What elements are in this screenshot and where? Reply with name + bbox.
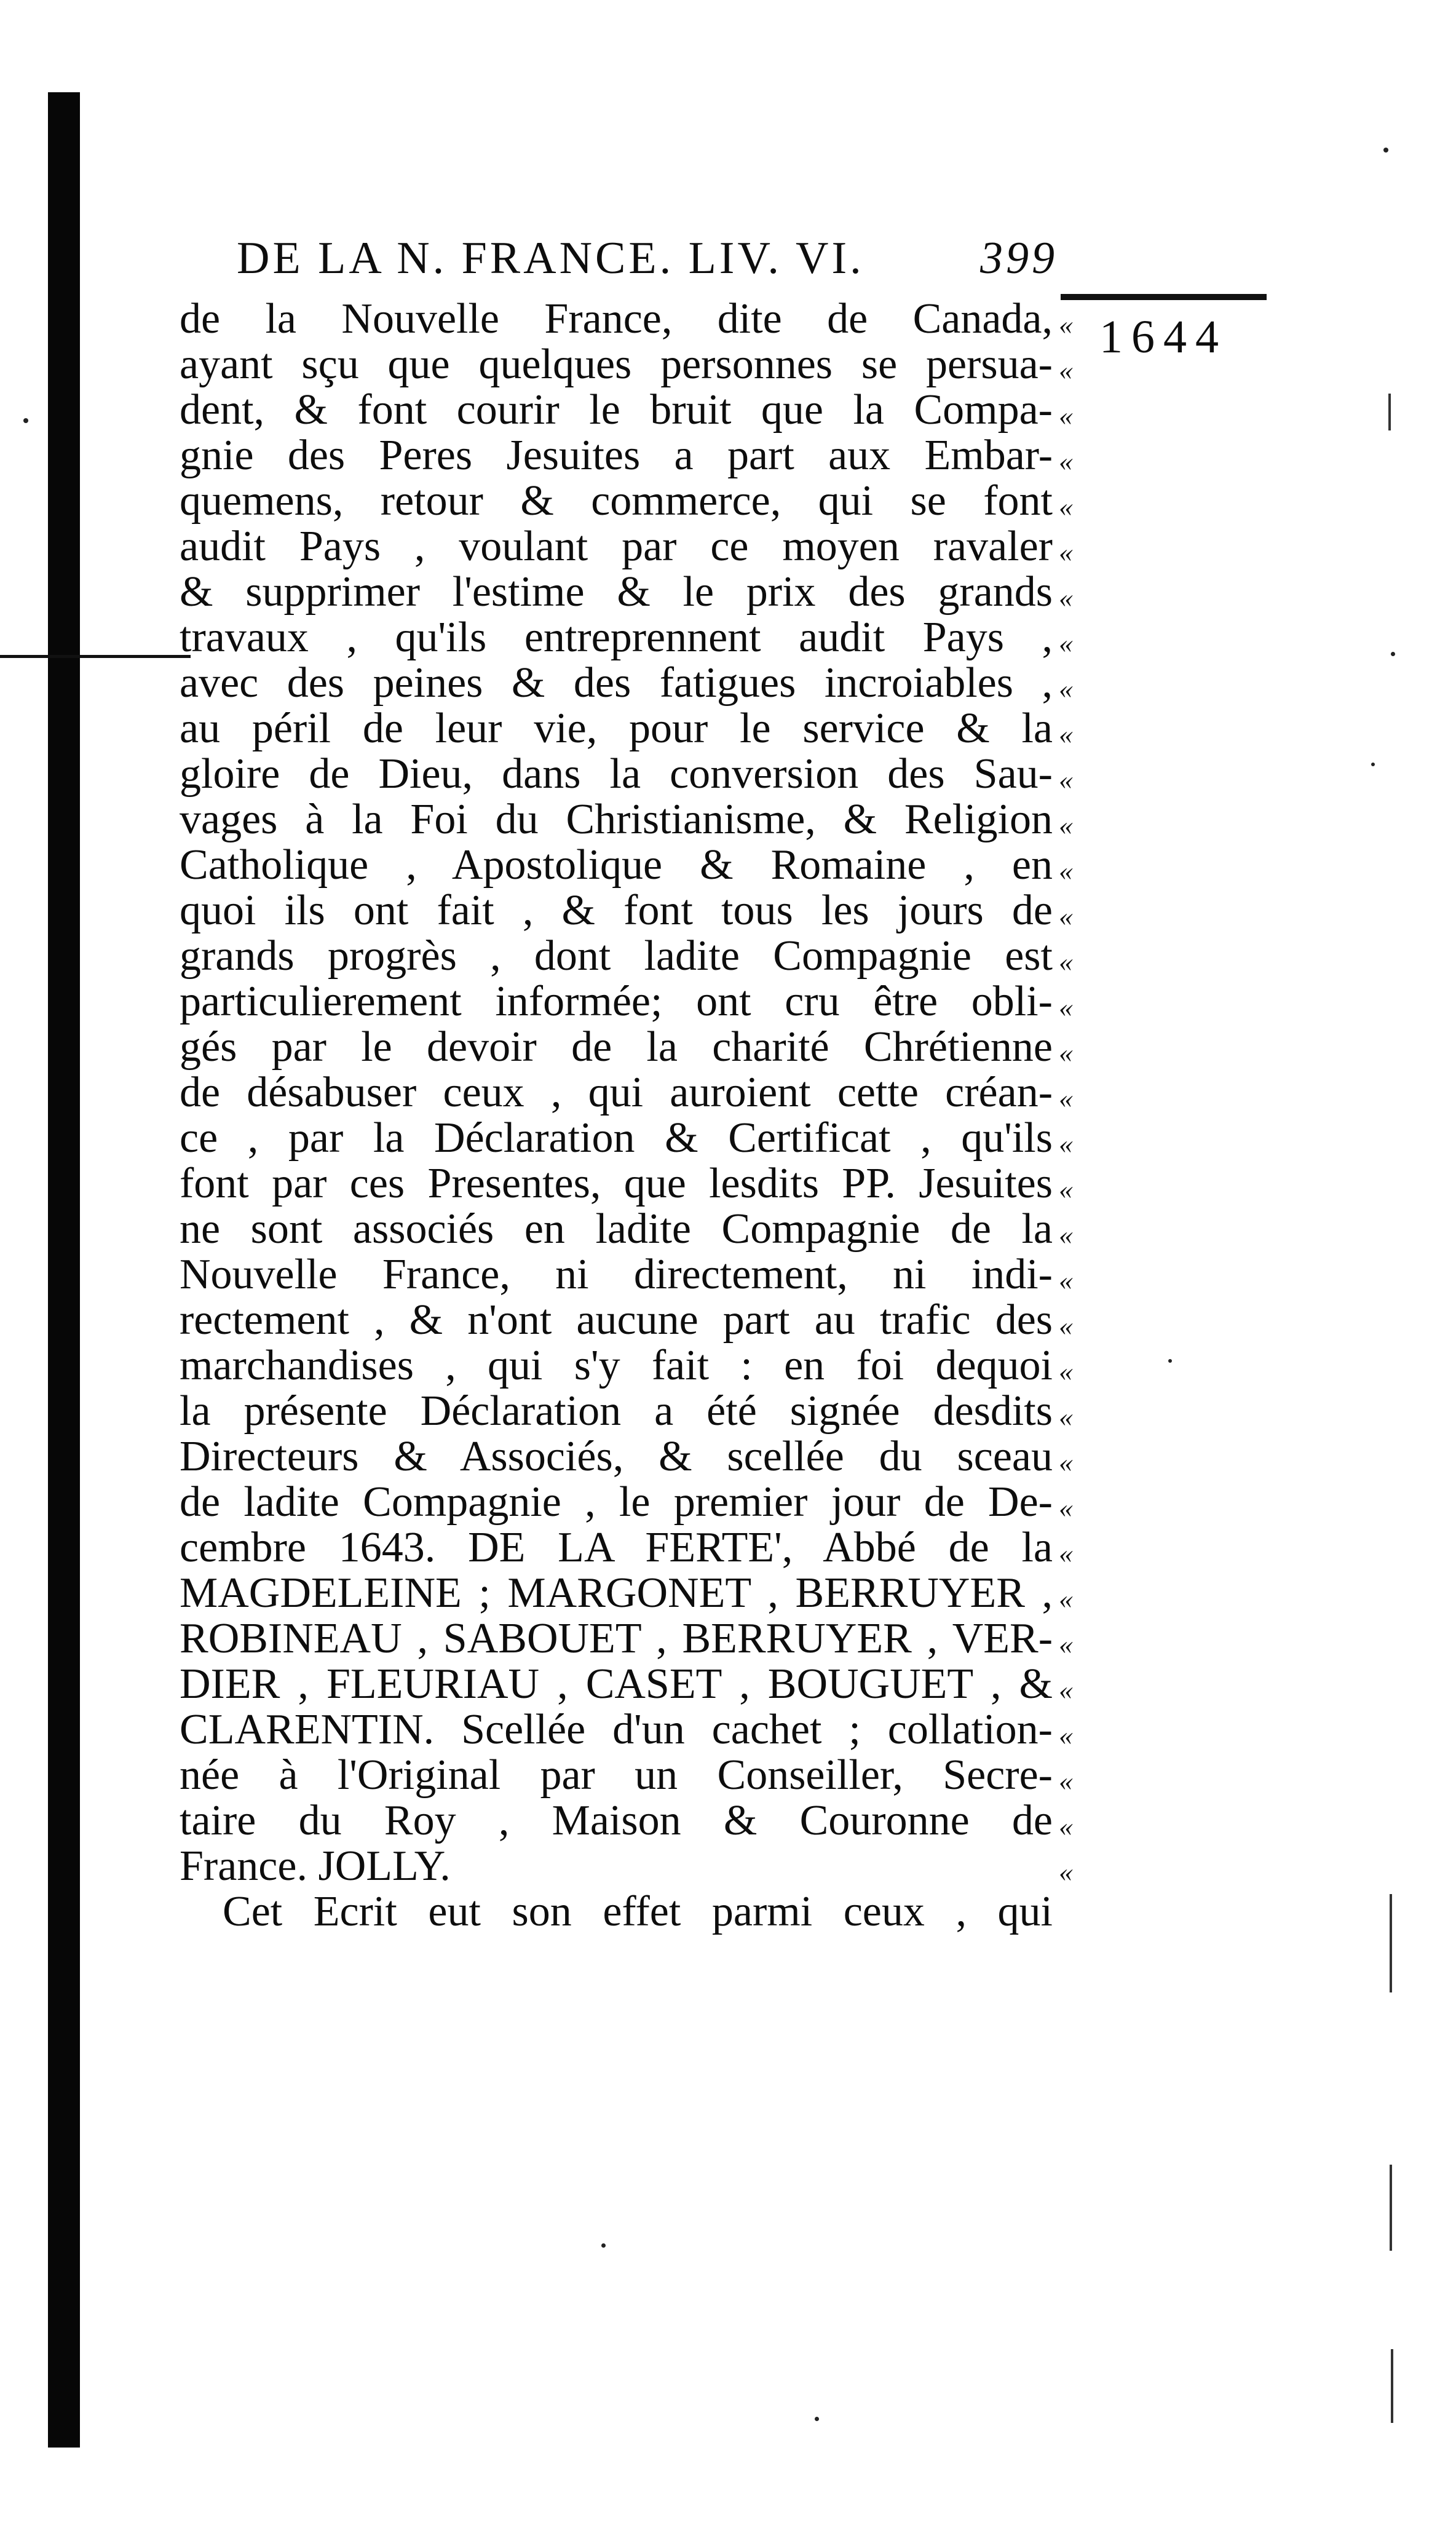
- text-line: & supprimer l'estime & le prix des grands: [180, 568, 1053, 616]
- quote-mark: «: [1059, 1719, 1073, 1751]
- quote-mark: «: [1059, 1264, 1073, 1296]
- quote-mark: «: [1059, 1173, 1073, 1205]
- scan-speck: [1168, 1359, 1172, 1363]
- text-line: rectement , & n'ont aucune part au trafic des: [180, 1296, 1053, 1344]
- quote-mark: «: [1059, 718, 1073, 750]
- text-line: ROBINEAU , SABOUET , BERRUYER , VER-: [180, 1615, 1053, 1662]
- text-line: gnie des Peres Jesuites a part aux Embar-: [180, 432, 1053, 479]
- text-line: CLARENTIN. Scellée d'un cachet ; collation-: [180, 1706, 1053, 1753]
- body-text: [180, 296, 1053, 1935]
- quote-mark: «: [1059, 1765, 1073, 1796]
- quote-mark: «: [1059, 445, 1073, 477]
- quote-mark: «: [1059, 354, 1073, 386]
- scan-edge-mark: [1390, 2165, 1392, 2251]
- text-line: quemens, retour & commerce, qui se font: [180, 477, 1053, 525]
- quote-mark: «: [1059, 400, 1073, 431]
- text-line: marchandises , qui s'y fait : en foi dequoi: [180, 1342, 1053, 1389]
- quote-mark: «: [1059, 1674, 1073, 1705]
- scan-edge-mark: [1388, 394, 1391, 430]
- text-line: ayant sçu que quelques personnes se persua-: [180, 341, 1053, 388]
- text-line: Directeurs & Associés, & scellée du sceau: [180, 1433, 1053, 1480]
- quote-mark: «: [1059, 1492, 1073, 1523]
- text-line: Cet Ecrit eut son effet parmi ceux , qui: [223, 1888, 1053, 1935]
- quote-mark: «: [1059, 673, 1073, 704]
- margin-rule: [0, 655, 191, 658]
- text-line: née à l'Original par un Conseiller, Secre-: [180, 1751, 1053, 1799]
- quote-mark: «: [1059, 1355, 1073, 1387]
- quote-mark: «: [1059, 1446, 1073, 1478]
- text-line: Nouvelle France, ni directement, ni indi-: [180, 1251, 1053, 1298]
- text-line: travaux , qu'ils entreprennent audit Pays ,: [180, 614, 1053, 661]
- scan-speck: [601, 2243, 606, 2248]
- running-header: [237, 232, 1058, 294]
- scan-speck: [1383, 148, 1388, 153]
- text-line: MAGDELEINE ; MARGONET , BERRUYER ,: [180, 1569, 1053, 1617]
- quote-mark: «: [1059, 764, 1073, 795]
- text-line: vages à la Foi du Christianisme, & Religion: [180, 796, 1053, 843]
- text-line: dent, & font courir le bruit que la Compa-: [180, 386, 1053, 434]
- text-line: audit Pays , voulant par ce moyen ravaler: [180, 523, 1053, 570]
- quote-mark: «: [1059, 946, 1073, 977]
- scan-edge-mark: [1391, 2349, 1393, 2423]
- quote-mark: «: [1059, 1628, 1073, 1660]
- scan-edge-mark: [1390, 1894, 1392, 1992]
- text-line: au péril de leur vie, pour le service & la: [180, 705, 1053, 752]
- quote-mark: «: [1059, 1537, 1073, 1569]
- text-line: Catholique , Apostolique & Romaine , en: [180, 841, 1053, 889]
- scan-speck: [1391, 652, 1395, 656]
- text-line: de désabuser ceux , qui auroient cette créan-: [180, 1069, 1053, 1116]
- quote-mark: «: [1059, 809, 1073, 841]
- scan-speck: [815, 2417, 819, 2421]
- text-line: gloire de Dieu, dans la conversion des Sau-: [180, 750, 1053, 798]
- quote-mark: «: [1059, 1583, 1073, 1614]
- quote-mark: «: [1059, 1219, 1073, 1250]
- text-line: quoi ils ont fait , & font tous les jours de: [180, 887, 1053, 934]
- quotation-marks-column: [1059, 296, 1096, 1889]
- text-line: taire du Roy , Maison & Couronne de: [180, 1797, 1053, 1844]
- text-line: cembre 1643. DE LA FERTE', Abbé de la: [180, 1524, 1053, 1571]
- quote-mark: «: [1059, 900, 1073, 932]
- quote-mark: «: [1059, 1128, 1073, 1159]
- margin-year: 1644: [1099, 311, 1227, 363]
- running-title: DE LA N. FRANCE. LIV. VI.: [237, 233, 865, 283]
- quote-mark: «: [1059, 1810, 1073, 1842]
- text-line: ne sont associés en ladite Compagnie de la: [180, 1205, 1053, 1253]
- text-line: France. JOLLY.: [180, 1842, 451, 1890]
- quote-mark: «: [1059, 1082, 1073, 1114]
- text-line: grands progrès , dont ladite Compagnie est: [180, 932, 1053, 980]
- quote-mark: «: [1059, 1310, 1073, 1341]
- scan-speck: [1371, 763, 1375, 766]
- text-line: de ladite Compagnie , le premier jour de De-: [180, 1478, 1053, 1526]
- quote-mark: «: [1059, 1856, 1073, 1887]
- quote-mark: «: [1059, 1037, 1073, 1068]
- page-number: 399: [980, 233, 1058, 283]
- scan-speck: [23, 418, 28, 423]
- quote-mark: «: [1059, 536, 1073, 568]
- text-line: ce , par la Déclaration & Certificat , qu'ils: [180, 1114, 1053, 1162]
- text-line: DIER , FLEURIAU , CASET , BOUGUET , &: [180, 1660, 1053, 1708]
- quote-mark: «: [1059, 855, 1073, 886]
- quote-mark: «: [1059, 309, 1073, 340]
- quote-mark: «: [1059, 991, 1073, 1023]
- quote-mark: «: [1059, 491, 1073, 522]
- quote-mark: «: [1059, 582, 1073, 613]
- text-line: gés par le devoir de la charité Chrétienne: [180, 1023, 1053, 1071]
- text-line: de la Nouvelle France, dite de Canada,: [180, 295, 1053, 343]
- binding-edge: [48, 92, 80, 2448]
- quote-mark: «: [1059, 1401, 1073, 1432]
- text-line: font par ces Presentes, que lesdits PP. Jesuites: [180, 1160, 1053, 1207]
- text-line: la présente Déclaration a été signée desdits: [180, 1387, 1053, 1435]
- quote-mark: «: [1059, 627, 1073, 659]
- text-line: particulierement informée; ont cru être obli-: [180, 978, 1053, 1025]
- text-line: avec des peines & des fatigues incroiables ,: [180, 659, 1053, 707]
